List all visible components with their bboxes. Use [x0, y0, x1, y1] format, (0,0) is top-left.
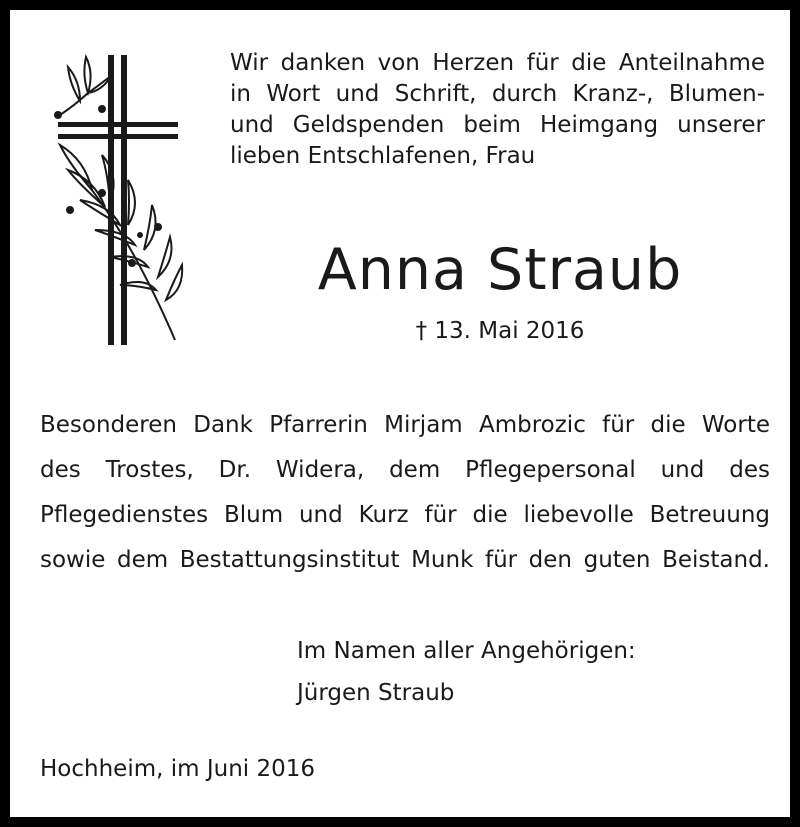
intro-line: in Wort und Schrift, durch Kranz-, Blumen-: [230, 81, 765, 107]
signature-line: Im Namen aller Angehörigen:: [297, 638, 636, 664]
thanks-line: Besonderen Dank Pfarrerin Mirjam Ambrozic für die Worte: [40, 412, 770, 438]
cross-with-palm-branch-icon: [40, 45, 200, 355]
signature-block: [297, 630, 636, 714]
thanks-line: Pflegedienstes Blum und Kurz für die liebevolle Betreuung: [40, 502, 770, 528]
intro-line: lieben Entschlafenen, Frau: [230, 143, 536, 169]
signature-name: Jürgen Straub: [297, 680, 455, 706]
intro-line: Wir danken von Herzen für die Anteilnahme: [230, 50, 765, 76]
death-date: † 13. Mai 2016: [415, 318, 585, 344]
thanks-paragraph: [40, 403, 770, 583]
thanks-line: des Trostes, Dr. Widera, dem Pflegepersonal und des: [40, 457, 770, 483]
intro-line: und Geldspenden beim Heimgang unserer: [230, 112, 765, 138]
thanks-line: sowie dem Bestattungsinstitut Munk für den guten Beistand.: [40, 547, 770, 573]
deceased-name: Anna Straub: [317, 237, 683, 303]
intro-paragraph: [230, 48, 765, 172]
place-date: Hochheim, im Juni 2016: [40, 756, 316, 782]
